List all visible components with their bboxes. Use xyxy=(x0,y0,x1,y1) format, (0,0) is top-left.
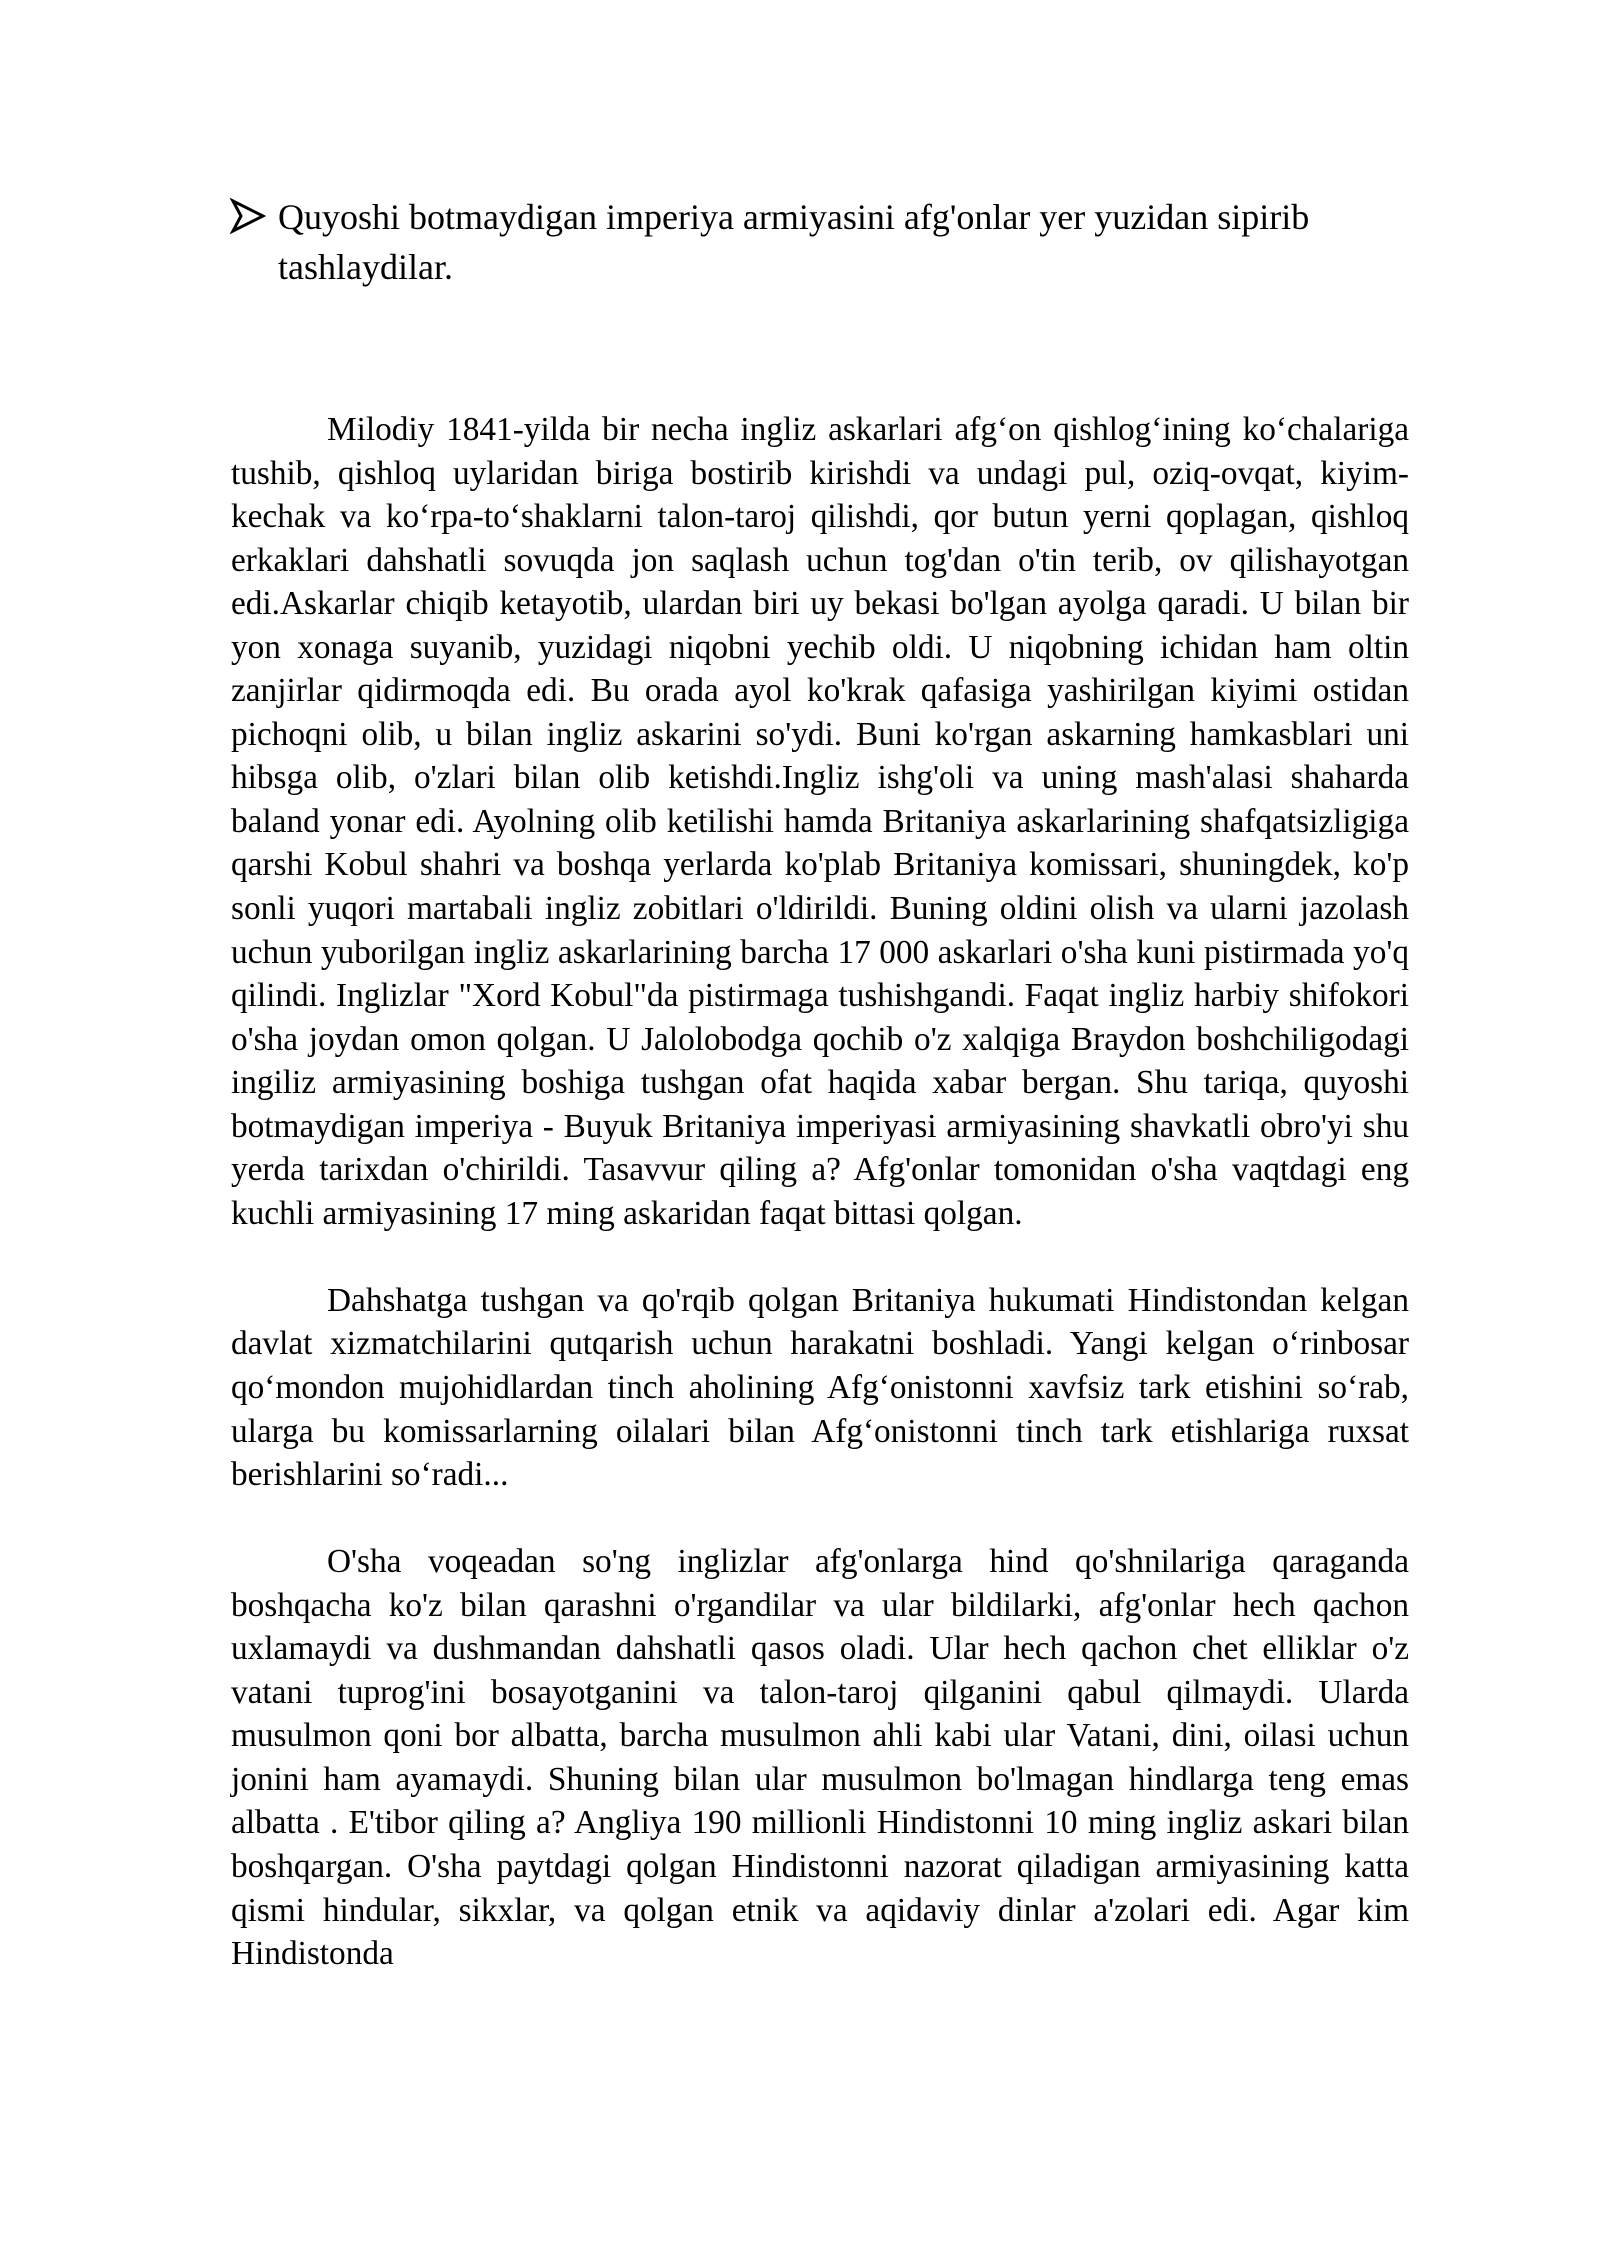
heading-text: Quyoshi botmaydigan imperiya armiyasini afg'onlar yer yuzidan sipirib tashlaydilar. xyxy=(278,197,1310,287)
paragraph-2: Dahshatga tushgan va qo'rqib qolgan Britaniya hukumati Hindistondan kelgan davlat xizmatchilarini qutqarish uchun harakatni boshladi. Yangi kelgan o‘rinbosar qo‘mondon mujohidlardan tinch aholining Afg‘onistonni xavfsiz tark etishini so‘rab, ularga bu komissarlarning oilalari bilan Afg‘onistonni tinch tark etishlariga ruxsat berishlarini so‘radi... xyxy=(231,1281,1409,1494)
arrowhead-bullet-icon xyxy=(230,198,266,234)
bullet-heading xyxy=(230,192,1430,292)
article-body xyxy=(231,408,1409,1976)
paragraph-1: Milodiy 1841-yilda bir necha ingliz askarlari afg‘on qishlog‘ining ko‘chalariga tushib, qishloq uylaridan biriga bostirib kirishdi va undagi pul, oziq-ovqat, kiyim-kechak va ko‘rpa-to‘shaklarni talon-taroj qilishdi, qor butun yerni qoplagan, qishloq erkaklari dahshatli sovuqda jon saqlash uchun tog'dan o'tin terib, ov qilishayotgan edi.Askarlar chiqib ketayotib, ulardan biri uy bekasi bo'lgan ayolga qaradi. U bilan bir yon xonaga suyanib, yuzidagi niqobni yechib oldi. U niqobning ichidan ham oltin zanjirlar qidirmoqda edi. Bu orada ayol ko'krak qafasiga yashirilgan kiyimi ostidan pichoqni olib, u bilan ingliz askarini so'ydi. Buni ko'rgan askarning hamkasblari uni hibsga olib, o'zlari bilan olib ketishdi.Ingliz ishg'oli va uning mash'alasi shaharda baland yonar edi. Ayolning olib ketilishi hamda Britaniya askarlarining shafqatsizligiga qarshi Kobul shahri va boshqa yerlarda ko'plab Britaniya komissari, shuningdek, ko'p sonli yuqori martabali ingliz zobitlari o'ldirildi. Buning oldini olish va ularni jazolash uchun yuborilgan ingliz askarlarining barcha 17 000 askarlari o'sha kuni pistirmada yo'q qilindi. Inglizlar "Xord Kobul"da pistirmaga tushishgandi. Faqat ingliz harbiy shifokori o'sha joydan omon qolgan. U Jalolobodga qochib o'z xalqiga Braydon boshchiligodagi ingiliz armiyasining boshiga tushgan ofat haqida xabar bergan. Shu tariqa, quyoshi botmaydigan imperiya - Buyuk Britaniya imperiyasi armiyasining shavkatli obro'yi shu yerda tarixdan o'chirildi. Tasavvur qiling a? Afg'onlar tomonidan o'sha vaqtdagi eng kuchli armiyasining 17 ming askaridan faqat bittasi qolgan. xyxy=(231,411,1409,1232)
paragraph-3: O'sha voqeadan so'ng inglizlar afg'onlarga hind qo'shnilariga qaraganda boshqacha ko'z bilan qarashni o'rgandilar va ular bildilarki, afg'onlar hech qachon uxlamaydi va dushmandan dahshatli qasos oladi. Ular hech qachon chet elliklar o'z vatani tuprog'ini bosayotganini va talon-taroj qilganini qabul qilmaydi. Ularda musulmon qoni bor albatta, barcha musulmon ahli kabi ular Vatani, dini, oilasi uchun jonini ham ayamaydi. Shuning bilan ular musulmon bo'lmagan hindlarga teng emas albatta . E'tibor qiling a? Angliya 190 millionli Hindistonni 10 ming ingliz askari bilan boshqargan. O'sha paytdagi qolgan Hindistonni nazorat qiladigan armiyasining katta qismi hindular, sikxlar, va qolgan etnik va aqidaviy dinlar a'zolari edi. Agar kim Hindistonda xyxy=(231,1543,1409,1973)
